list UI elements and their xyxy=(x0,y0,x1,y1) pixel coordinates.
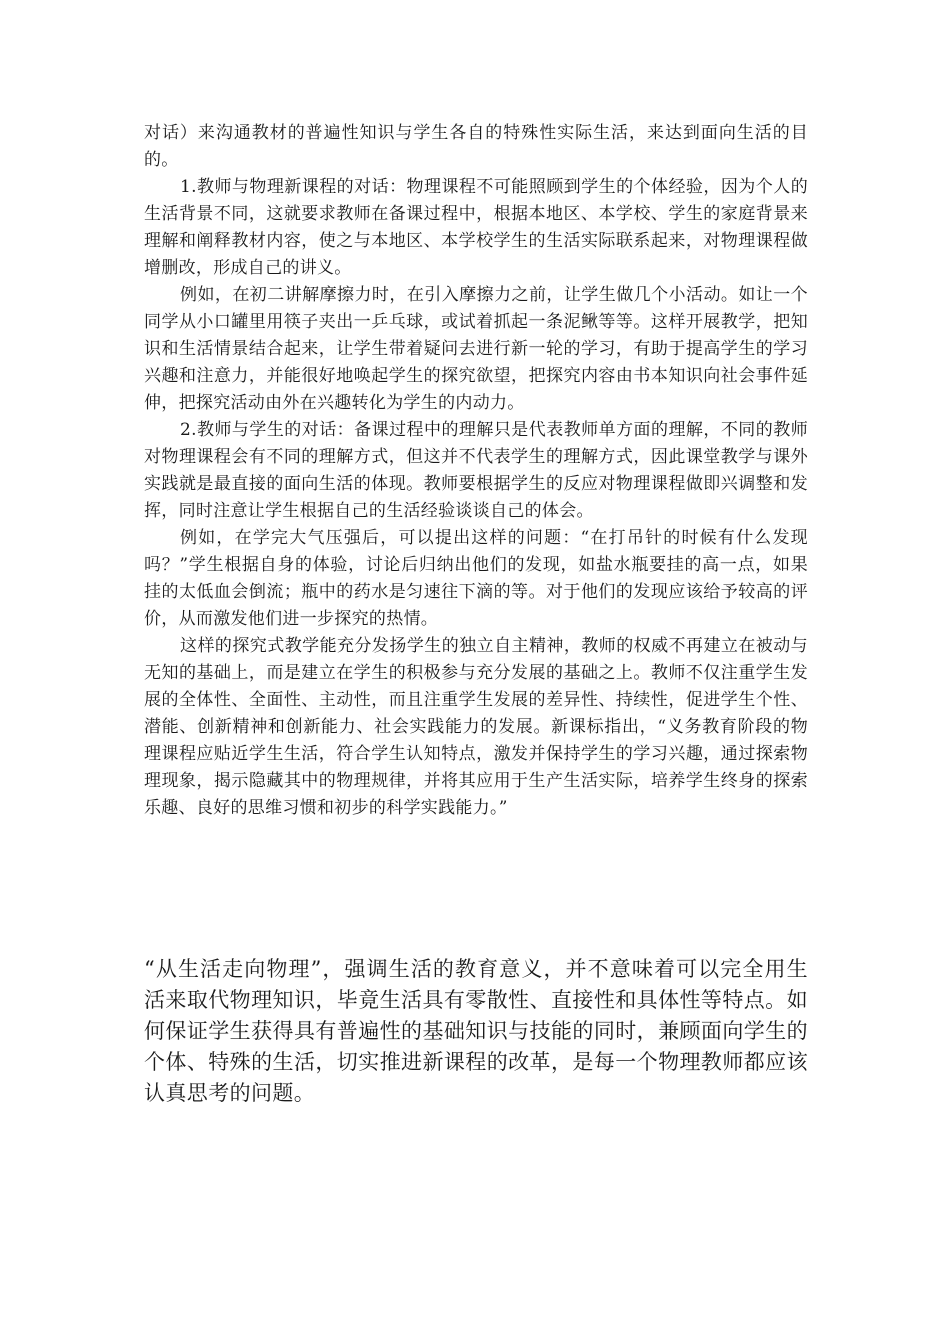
paragraph-friction-example: 例如，在初二讲解摩擦力时，在引入摩擦力之前，让学生做几个小活动。如让一个同学从小口罐里用筷子夹出一乒乓球，或试着抓起一条泥鳅等等。这样开展教学，把知识和生活情景结合起来，让学生带着疑问去进行新一轮的学习，有助于提高学生的学习兴趣和注意力，并能很好地唤起学生的探究欲望，把探究内容由书本知识向社会事件延伸，把探究活动由外在兴趣转化为学生的内动力。 xyxy=(144,285,808,413)
document-body xyxy=(144,120,808,822)
paragraph-pressure-example: 例如，在学完大气压强后，可以提出这样的问题：“在打吊针的时候有什么发现吗？”学生根据自身的体验，讨论后归纳出他们的发现，如盐水瓶要挂的高一点，如果挂的太低血会倒流；瓶中的药水是匀速往下滴的等。对于他们的发现应该给予较高的评价，从而激发他们进一步探究的热情。 xyxy=(144,528,808,629)
paragraph-inquiry-teaching: 这样的探究式教学能充分发扬学生的独立自主精神，教师的权威不再建立在被动与无知的基础上，而是建立在学生的积极参与充分发展的基础之上。教师不仅注重学生发展的全体性、全面性、主动性，而且注重学生发展的差异性、持续性，促进学生个性、潜能、创新精神和创新能力、社会实践能力的发展。新课标指出，“义务教育阶段的物理课程应贴近学生生活，符合学生认知特点，激发并保持学生的学习兴趣，通过探索物理现象，揭示隐藏其中的物理规律，并将其应用于生产生活实际，培养学生终身的探索乐趣、良好的思维习惯和初步的科学实践能力。” xyxy=(144,636,808,818)
paragraph-intro: 对话）来沟通教材的普遍性知识与学生各自的特殊性实际生活，来达到面向生活的目的。 xyxy=(144,123,808,170)
paragraph-teacher-curriculum-dialogue: 1.教师与物理新课程的对话：物理课程不可能照顾到学生的个体经验，因为个人的生活背景不同，这就要求教师在备课过程中，根据本地区、本学校、学生的家庭背景来理解和阐释教材内容，使之与本地区、本学校学生的生活实际联系起来，对物理课程做增删改，形成自己的讲义。 xyxy=(144,177,808,278)
paragraph-closing: “从生活走向物理”，强调生活的教育意义，并不意味着可以完全用生活来取代物理知识，毕竟生活具有零散性、直接性和具体性等特点。如何保证学生获得具有普遍性的基础知识与技能的同时，兼顾面向学生的个体、特殊的生活，切实推进新课程的改革，是每一个物理教师都应该认真思考的问题。 xyxy=(144,957,808,1105)
paragraph-teacher-student-dialogue: 2.教师与学生的对话：备课过程中的理解只是代表教师单方面的理解，不同的教师对物理课程会有不同的理解方式，但这并不代表学生的理解方式，因此课堂教学与课外实践就是最直接的面向生活的体现。教师要根据学生的反应对物理课程做即兴调整和发挥，同时注意让学生根据自己的生活经验谈谈自己的体会。 xyxy=(144,420,808,521)
